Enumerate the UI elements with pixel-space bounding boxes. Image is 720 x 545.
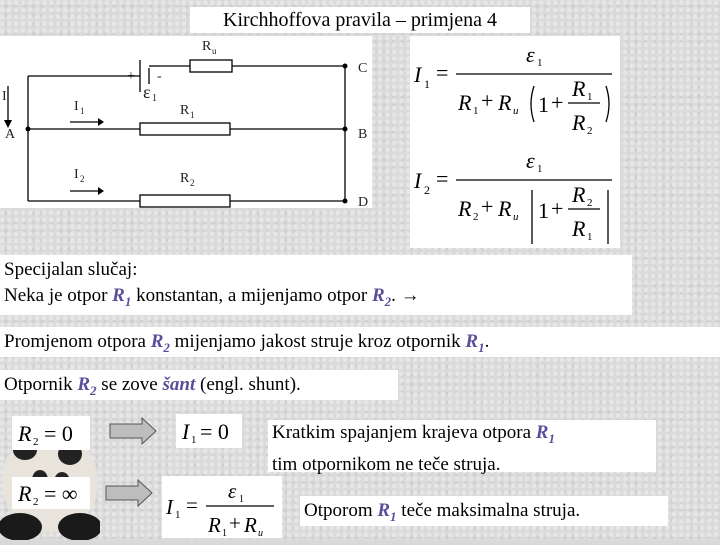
svg-text:R: R <box>572 182 586 207</box>
label-ru: R <box>202 39 212 54</box>
svg-text:1: 1 <box>80 106 85 116</box>
case-i1-max <box>162 476 282 538</box>
shunt-term: šant <box>162 374 196 395</box>
svg-text:R: R <box>572 76 586 101</box>
circuit-diagram <box>0 36 372 208</box>
max-current-text: Otporom $R_1$ teče maksimalna struja. <box>300 496 668 526</box>
svg-text:R: R <box>208 513 221 537</box>
case-i1-zero <box>176 414 242 448</box>
svg-text:u: u <box>258 528 263 538</box>
slide-title: Kirchhoffova pravila – primjena 4 <box>190 7 530 33</box>
svg-text:2: 2 <box>80 174 85 184</box>
node-c: C <box>358 61 368 76</box>
arrow-right-icon: → <box>400 285 420 306</box>
svg-text:2: 2 <box>587 197 593 209</box>
svg-text:= 0: = 0 <box>44 421 73 446</box>
svg-text:R: R <box>458 196 472 221</box>
svg-text:1: 1 <box>473 105 479 117</box>
special-case-block <box>0 255 632 315</box>
shunt-line: Otpornik $R_2$ se zove šant (engl. shunt). <box>0 370 398 400</box>
label-r1: R <box>180 103 190 118</box>
label-emf: ε <box>143 82 151 102</box>
special-case-heading: Specijalan slučaj: <box>4 259 138 280</box>
arrow-right-icon <box>108 416 158 446</box>
formula1-lhs: I <box>414 62 422 87</box>
formula2-lhs: I <box>414 168 422 193</box>
formula2-eps: ε <box>526 148 535 173</box>
svg-text:u: u <box>212 46 217 56</box>
case-r2-zero <box>12 416 90 450</box>
formula1-eps: ε <box>526 42 535 67</box>
label-i1: I <box>74 99 79 114</box>
svg-text:1: 1 <box>152 93 157 104</box>
svg-text:R: R <box>18 481 32 506</box>
svg-text:2: 2 <box>33 436 39 448</box>
svg-text:u: u <box>513 105 519 117</box>
svg-text:1: 1 <box>424 77 430 91</box>
svg-text:2: 2 <box>424 183 430 197</box>
svg-text:1: 1 <box>222 528 227 538</box>
svg-text:R: R <box>572 110 586 135</box>
node-d: D <box>358 195 369 208</box>
svg-text:u: u <box>513 211 519 223</box>
circuit-svg <box>0 36 372 208</box>
svg-text:R: R <box>498 196 512 221</box>
svg-text:= ∞: = ∞ <box>44 481 78 506</box>
svg-text:+: + <box>229 511 241 535</box>
svg-text:+: + <box>481 194 494 219</box>
svg-text:-: - <box>157 69 162 84</box>
svg-text:= 0: = 0 <box>200 419 229 444</box>
svg-text:1: 1 <box>587 231 593 243</box>
node-a: A <box>5 127 16 142</box>
label-r2: R <box>180 171 190 186</box>
svg-text:+: + <box>481 88 494 113</box>
svg-text:1: 1 <box>537 57 543 69</box>
svg-text:2: 2 <box>33 496 39 508</box>
svg-text:2: 2 <box>190 178 195 188</box>
svg-text:R: R <box>572 216 586 241</box>
svg-text:1: 1 <box>191 434 197 446</box>
svg-text:+: + <box>551 90 564 115</box>
svg-text:1: 1 <box>538 198 549 223</box>
case-r2-infinity <box>12 477 90 509</box>
svg-text:2: 2 <box>587 125 593 137</box>
svg-text:=: = <box>436 166 449 191</box>
resistance-change-line: Promjenom otpora $R_2$ mijenjamo jakost struje kroz otpornik $R_1$. <box>0 327 720 357</box>
svg-text:R: R <box>244 513 257 537</box>
node-b: B <box>358 127 368 142</box>
svg-text:=: = <box>186 493 198 517</box>
svg-text:=: = <box>436 60 449 85</box>
svg-text:R: R <box>458 90 472 115</box>
label-i2: I <box>74 167 79 182</box>
svg-text:1: 1 <box>175 509 181 521</box>
svg-text:ε: ε <box>228 479 237 503</box>
svg-text:1: 1 <box>239 494 244 505</box>
svg-text:I: I <box>182 419 190 444</box>
arrow-right-icon <box>104 478 154 508</box>
label-i: I <box>2 89 7 104</box>
formulas-svg <box>410 36 620 248</box>
svg-text:2: 2 <box>473 211 479 223</box>
special-case-sentence: Neka je otpor $R_1$ konstantan, a mijenjamo otpor $R_2$. → <box>4 285 420 309</box>
svg-text:1: 1 <box>538 92 549 117</box>
formulas-panel <box>410 36 620 248</box>
svg-text:1: 1 <box>537 163 543 175</box>
svg-text:R: R <box>498 90 512 115</box>
svg-text:I: I <box>166 495 173 519</box>
svg-text:1: 1 <box>587 91 593 103</box>
svg-text:1: 1 <box>190 110 195 120</box>
svg-text:R: R <box>18 421 32 446</box>
svg-text:+: + <box>551 196 564 221</box>
svg-text:+: + <box>127 69 135 84</box>
short-circuit-text: Kratkim spajanjem krajeva otpora $R_1$ tim otpornikom ne teče struja. <box>268 420 656 472</box>
